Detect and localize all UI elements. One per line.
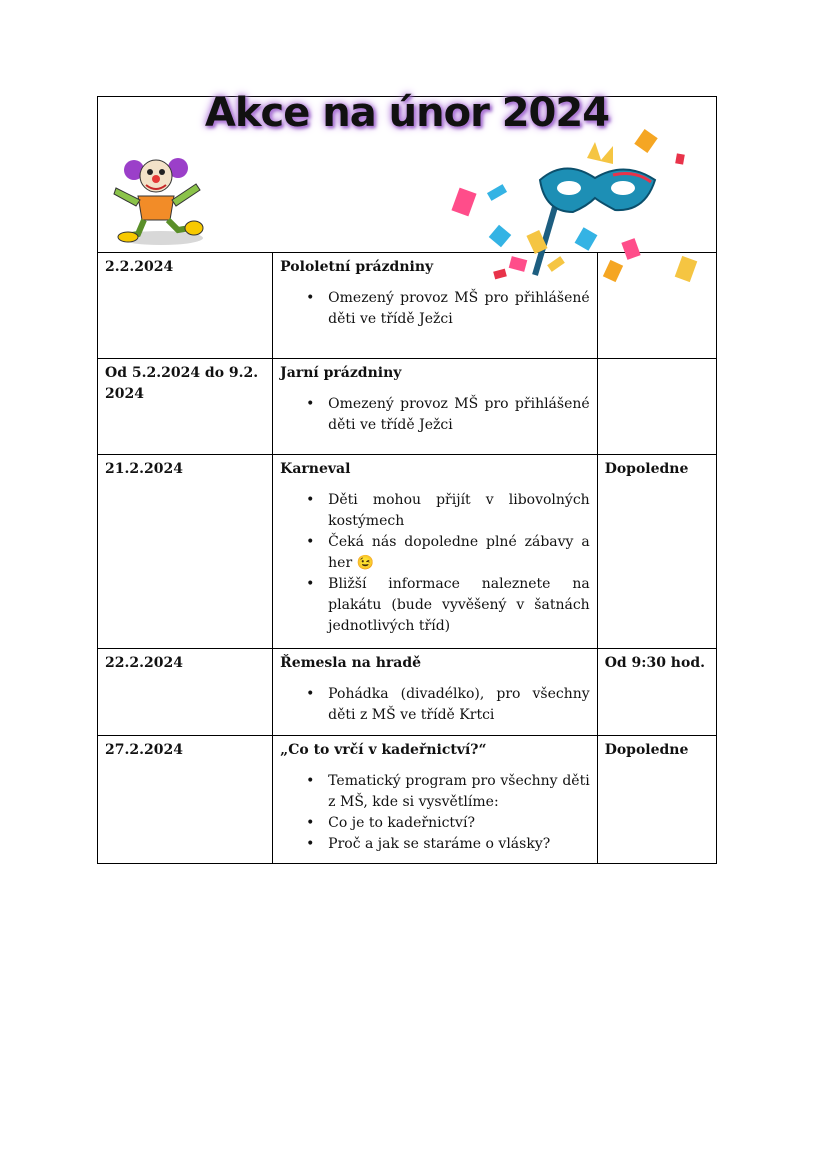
header-row: [98, 97, 717, 253]
event-items: [280, 394, 590, 436]
events-table: [97, 90, 717, 864]
event-details: [273, 455, 598, 649]
event-row: [98, 736, 717, 864]
event-item: • Omezený provoz MŠ pro přihlášené děti ve třídě Ježci: [328, 288, 590, 330]
page-title: Akce na únor 2024: [204, 90, 610, 136]
event-time: [597, 253, 716, 359]
event-title: Řemesla na hradě: [280, 655, 422, 671]
event-items: [280, 490, 590, 637]
event-item: • Bližší informace naleznete na plakátu (bude vyvěšený v šatnách jednotlivých tříd): [328, 574, 590, 637]
event-details: [273, 359, 598, 455]
event-item: • Proč a jak se staráme o vlásky?: [328, 834, 590, 855]
event-details: [273, 736, 598, 864]
event-details: [273, 253, 598, 359]
event-date: Od 5.2.2024 do 9.2. 2024: [98, 359, 273, 455]
event-title: Jarní prázdniny: [280, 365, 402, 381]
event-time: Dopoledne: [597, 455, 716, 649]
event-title: Pololetní prázdniny: [280, 259, 434, 275]
event-title: Karneval: [280, 461, 351, 477]
event-items: [280, 684, 590, 726]
event-items: [280, 288, 590, 330]
event-time: Od 9:30 hod.: [597, 649, 716, 736]
event-item: • Děti mohou přijít v libovolných kostýmech: [328, 490, 590, 532]
event-time: Dopoledne: [597, 736, 716, 864]
event-item: • Omezený provoz MŠ pro přihlášené děti ve třídě Ježci: [328, 394, 590, 436]
event-item: • Co je to kadeřnictví?: [328, 813, 590, 834]
event-details: [273, 649, 598, 736]
event-title: „Co to vrčí v kadeřnictví?“: [280, 742, 487, 758]
event-date: 27.2.2024: [98, 736, 273, 864]
event-row: [98, 359, 717, 455]
header-cell: [98, 90, 717, 253]
event-row: [98, 649, 717, 736]
event-items: [280, 771, 590, 855]
event-row: [98, 253, 717, 359]
event-date: 2.2.2024: [98, 253, 273, 359]
event-row: [98, 455, 717, 649]
event-item: • Tematický program pro všechny děti z MŠ, kde si vysvětlíme:: [328, 771, 590, 813]
event-date: 21.2.2024: [98, 455, 273, 649]
event-item: • Čeká nás dopoledne plné zábavy a her 😉: [328, 532, 590, 574]
event-item: • Pohádka (divadélko), pro všechny děti z MŠ ve třídě Krtci: [328, 684, 590, 726]
event-date: 22.2.2024: [98, 649, 273, 736]
event-time: [597, 359, 716, 455]
